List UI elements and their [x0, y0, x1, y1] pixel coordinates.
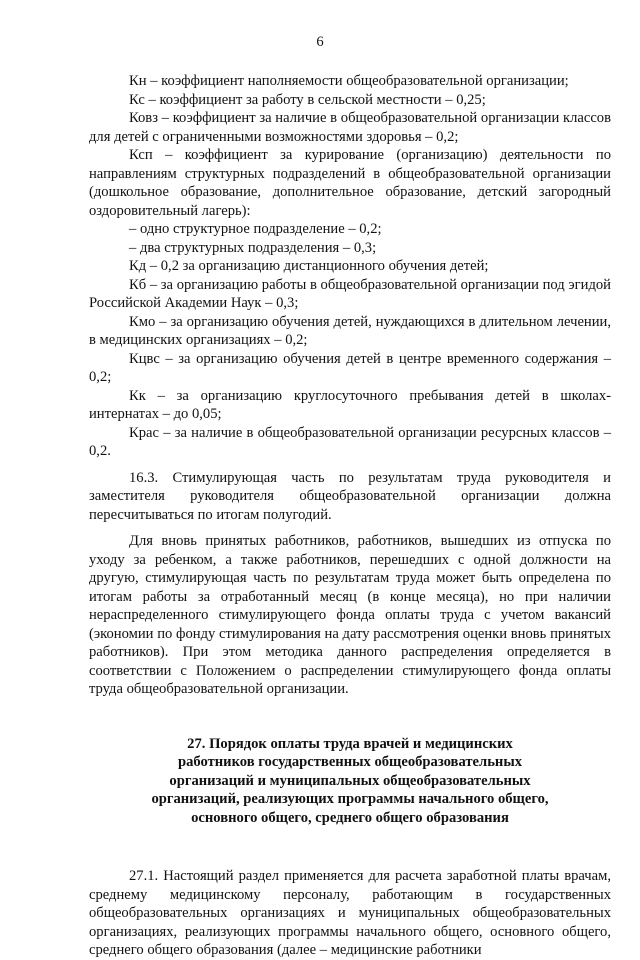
paragraph-kn: Кн – коэффициент наполняемости общеобразовательной организации; — [129, 73, 569, 89]
paragraph-new-employees: Для вновь принятых работников, работников, вышедших из отпуска по уходу за ребенком, а также работников, перешедших с одной должности на другую, стимулирующая часть по результатам труда может быть определена по итогам работы за отработанный месяц (в конце месяца), но при наличии нераспределенного стимулирующего фонда оплаты труда с учетом вакансий (экономии по фонду стимулирования на дату рассмотрения оценки вновь принятых работников). При этом методика данного распределения определяется в соответствии с Положением о распределении стимулирующего фонда оплаты труда общеобразовательной организации. — [89, 533, 611, 697]
paragraph-kras: Крас – за наличие в общеобразовательной организации ресурсных классов – 0,2. — [89, 424, 611, 459]
paragraph-kmo: Кмо – за организацию обучения детей, нуждающихся в длительном лечении, в медицинских организациях – 0,2; — [89, 313, 611, 348]
page-number: 6 — [316, 34, 324, 50]
paragraph-ksp-two: – два структурных подразделения – 0,3; — [129, 239, 377, 256]
paragraph-16-3: 16.3. Стимулирующая часть по результатам труда руководителя и заместителя руководителя общеобразовательной организации должна пересчитываться по итогам полугодий. — [89, 469, 611, 523]
paragraph-ksp: Ксп – коэффициент за курирование (организацию) деятельности по направлениям структурных подразделений в общеобразовательной организации (дошкольное образование, дополнительное образование, детский загородный оздоровительный лагерь): — [89, 147, 611, 219]
section-heading-line: организаций, реализующих программы начального общего, — [151, 791, 549, 807]
paragraph-kd: Кд – 0,2 за организацию дистанционного обучения детей; — [129, 258, 489, 274]
section-heading-line: работников государственных общеобразовательных — [177, 754, 523, 770]
section-heading-line: 27. Порядок оплаты труда врачей и медицинских — [187, 735, 513, 752]
section-heading-line: организаций и муниципальных общеобразовательных — [169, 772, 531, 789]
paragraph-kcvs: Кцвс – за организацию обучения детей в центре временного содержания – 0,2; — [89, 350, 611, 385]
document-body — [89, 72, 611, 960]
paragraph-kb: Кб – за организацию работы в общеобразовательной организации под эгидой Российской Академии Наук – 0,3; — [89, 276, 611, 311]
section-heading — [89, 735, 611, 828]
paragraph-kk: Кк – за организацию круглосуточного пребывания детей в школах-интернатах – до 0,05; — [89, 387, 611, 422]
paragraph-ks: Кс – коэффициент за работу в сельской местности – 0,25; — [129, 91, 486, 108]
paragraph-kovz: Ковз – коэффициент за наличие в общеобразовательной организации классов для детей с ограниченными возможностями здоровья – 0,2; — [89, 110, 611, 145]
paragraph-27-1: 27.1. Настоящий раздел применяется для расчета заработной платы врачам, среднему медицинскому персоналу, работающим в государственных общеобразовательных организациях и муниципальных общеобразовательных организациях, реализующих программы начального общего, основного общего, среднего общего образования (далее – медицинские работники — [89, 868, 611, 958]
section-heading-line: основного общего, среднего общего образования — [191, 809, 509, 826]
paragraph-ksp-one: – одно структурное подразделение – 0,2; — [129, 221, 382, 237]
